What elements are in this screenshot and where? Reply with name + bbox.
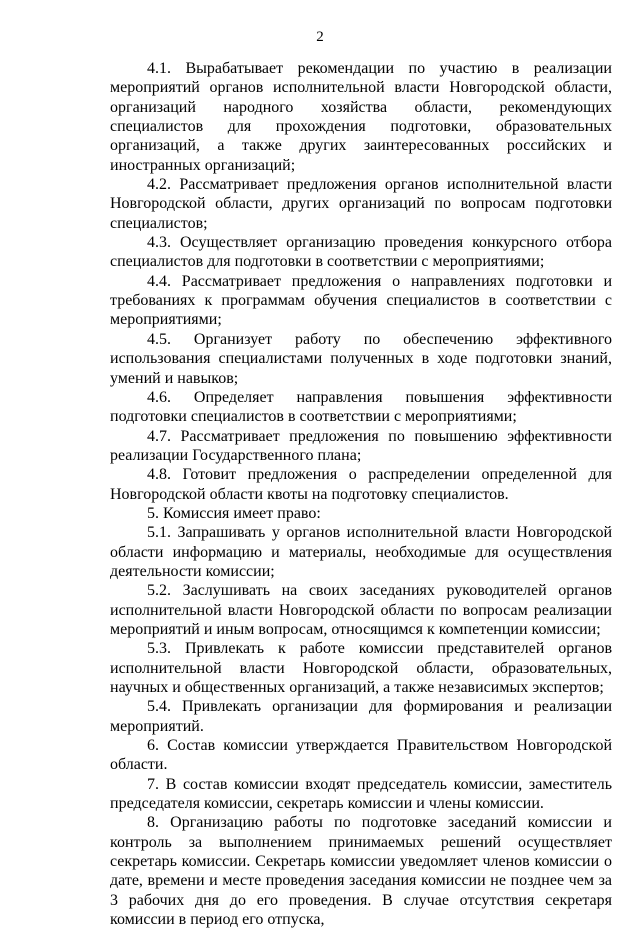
paragraph-4-8: 4.8. Готовит предложения о распределении определенной для Новгородской области квоты на подготовку специалистов. <box>110 466 612 503</box>
paragraph-6: 6. Состав комиссии утверждается Правительством Новгородской области. <box>110 737 612 774</box>
document-body <box>110 59 612 929</box>
paragraph-4-1: 4.1. Вырабатывает рекомендации по участию в реализации мероприятий органов исполнительной власти Новгородской области, организаций народного хозяйства области, рекомендующих специалистов для прохождения подготовки, образовательных организаций, а также других заинтересованных российских и иностранных организаций; <box>110 60 612 174</box>
paragraph-4-5: 4.5. Организует работу по обеспечению эффективного использования специалистами полученных в ходе подготовки знаний, умений и навыков; <box>110 330 612 387</box>
paragraph-5: 5. Комиссия имеет право: <box>147 504 321 522</box>
paragraph-8: 8. Организацию работы по подготовке заседаний комиссии и контроль за выполнением принимаемых решений осуществляет секретарь комиссии. Секретарь комиссии уведомляет членов комиссии о дате, времени и месте проведения заседания комиссии не позднее чем за 3 рабочих дня до его проведения. В случае отсутствия секретаря комиссии в период его отпуска, <box>110 814 612 929</box>
page-number: 2 <box>316 29 324 45</box>
paragraph-5-2: 5.2. Заслушивать на своих заседаниях руководителей органов исполнительной власти Новгородской области по вопросам реализации мероприятий и иным вопросам, относящимся к компетенции комиссии; <box>110 582 612 638</box>
paragraph-5-4: 5.4. Привлекать организации для формирования и реализации мероприятий. <box>110 698 612 735</box>
paragraph-4-4: 4.4. Рассматривает предложения о направлениях подготовки и требованиях к программам обучения специалистов в соответствии с мероприятиями; <box>110 272 612 329</box>
paragraph-4-3: 4.3. Осуществляет организацию проведения конкурсного отбора специалистов для подготовки в соответствии с мероприятиями; <box>110 234 612 271</box>
paragraph-4-7: 4.7. Рассматривает предложения по повышению эффективности реализации Государственного плана; <box>110 427 612 464</box>
paragraph-4-2: 4.2. Рассматривает предложения органов исполнительной власти Новгородской области, других организаций по вопросам подготовки специалистов; <box>110 176 612 232</box>
paragraph-5-3: 5.3. Привлекать к работе комиссии представителей органов исполнительной власти Новгородской области, образовательных, научных и общественных организаций, а также независимых экспертов; <box>110 640 612 696</box>
paragraph-5-1: 5.1. Запрашивать у органов исполнительной власти Новгородской области информацию и материалы, необходимые для осуществления деятельности комиссии; <box>110 524 612 580</box>
paragraph-4-6: 4.6. Определяет направления повышения эффективности подготовки специалистов в соответствии с мероприятиями; <box>110 388 612 426</box>
paragraph-7: 7. В состав комиссии входят председатель комиссии, заместитель председателя комиссии, секретарь комиссии и члены комиссии. <box>110 775 612 813</box>
